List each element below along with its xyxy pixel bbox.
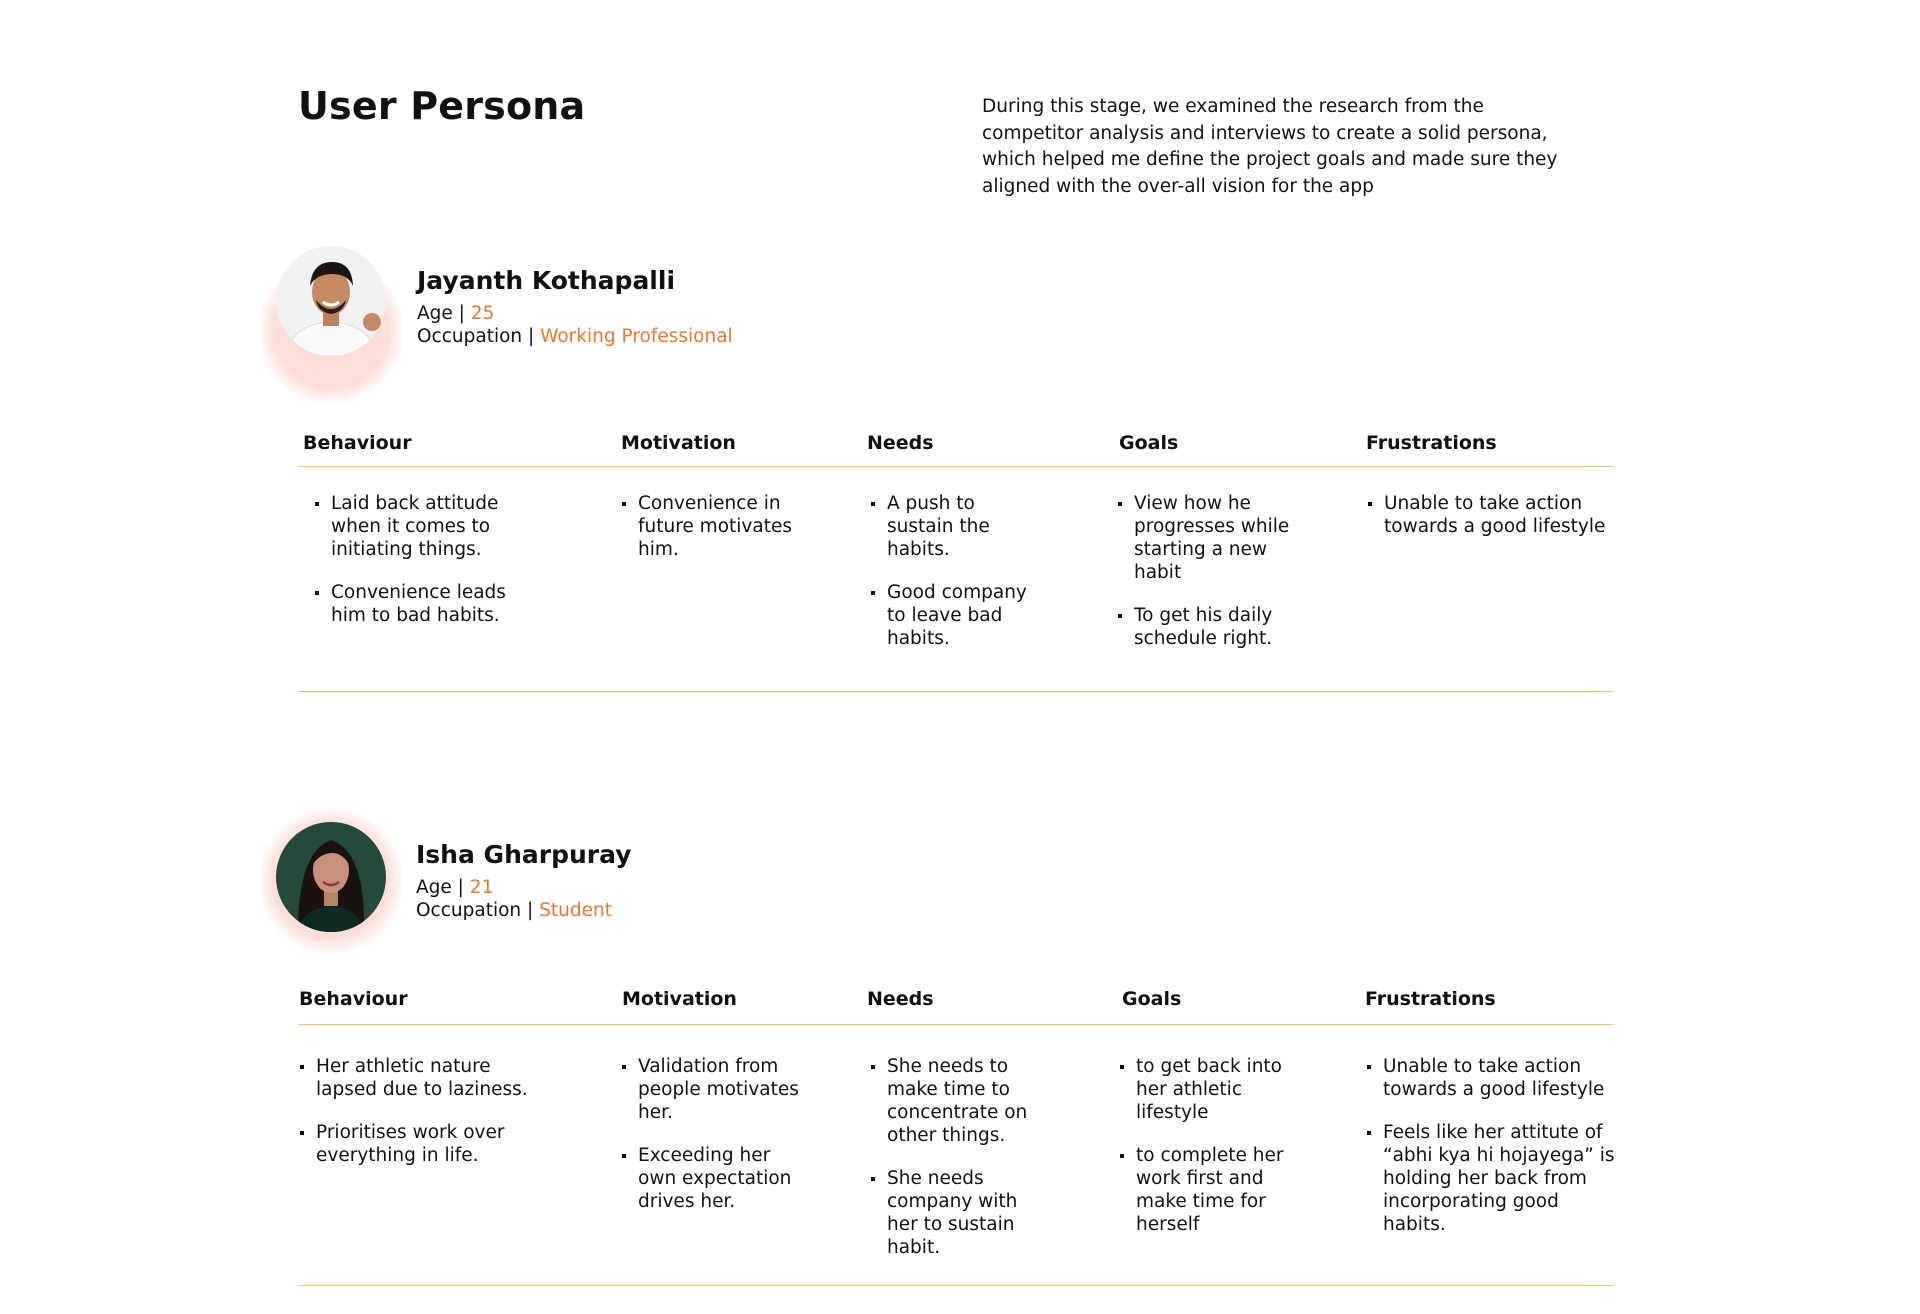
age-value: 21 [469, 877, 494, 898]
list-item: Feels like her attitute of “abhi kya hi hojayega” is holding her back from incorporating good habits. [1365, 1121, 1615, 1236]
persona-occupation [416, 899, 612, 922]
list-item: Validation from people motivates her. [620, 1055, 805, 1124]
column-header-frustrations: Frustrations [1366, 432, 1497, 454]
motivation-list [620, 1055, 805, 1233]
occupation-value: Working Professional [540, 326, 733, 347]
list-item: Good company to leave bad habits. [869, 581, 1039, 650]
needs-list [869, 492, 1039, 670]
avatar-image [276, 822, 386, 932]
list-item: View how he progresses while starting a new habit [1116, 492, 1291, 584]
list-item: Exceeding her own expectation drives her. [620, 1144, 805, 1213]
column-header-row [298, 432, 1613, 467]
column-header-needs: Needs [867, 988, 934, 1010]
age-label: Age | [417, 303, 465, 324]
list-item: To get his daily schedule right. [1116, 604, 1291, 650]
frustrations-list [1365, 1055, 1615, 1256]
needs-list [869, 1055, 1039, 1279]
column-header-behaviour: Behaviour [299, 988, 408, 1010]
list-item: Convenience in future motivates him. [620, 492, 800, 561]
motivation-list [620, 492, 800, 581]
list-item: Unable to take action towards a good lifestyle [1365, 1055, 1615, 1101]
list-item: Laid back attitude when it comes to initiating things. [313, 492, 513, 561]
occupation-value: Student [539, 900, 612, 921]
occupation-label: Occupation | [416, 900, 534, 921]
column-header-behaviour: Behaviour [303, 432, 412, 454]
occupation-label: Occupation | [417, 326, 535, 347]
persona-age [417, 302, 494, 325]
column-header-needs: Needs [867, 432, 934, 454]
section-divider [298, 1285, 1613, 1286]
persona-age [416, 876, 493, 899]
list-item: A push to sustain the habits. [869, 492, 1039, 561]
column-header-goals: Goals [1119, 432, 1179, 454]
list-item: to complete her work first and make time for herself [1118, 1144, 1293, 1236]
column-header-row [298, 988, 1613, 1025]
list-item: Unable to take action towards a good lifestyle [1366, 492, 1616, 538]
column-header-goals: Goals [1122, 988, 1182, 1010]
avatar [276, 822, 386, 932]
goals-list [1116, 492, 1291, 670]
age-label: Age | [416, 877, 464, 898]
list-item: She needs to make time to concentrate on other things. [869, 1055, 1039, 1147]
avatar [276, 246, 386, 356]
list-item: to get back into her athletic lifestyle [1118, 1055, 1293, 1124]
list-item: Her athletic nature lapsed due to laziness. [298, 1055, 528, 1101]
age-value: 25 [470, 303, 495, 324]
column-header-motivation: Motivation [622, 988, 737, 1010]
column-header-frustrations: Frustrations [1365, 988, 1496, 1010]
avatar-image [276, 246, 386, 356]
frustrations-list [1366, 492, 1616, 558]
section-divider [298, 691, 1613, 692]
goals-list [1118, 1055, 1293, 1256]
persona-occupation [417, 325, 733, 348]
behaviour-list [298, 1055, 528, 1187]
page-title: User Persona [298, 84, 586, 128]
list-item: Prioritises work over everything in life. [298, 1121, 528, 1167]
persona-name: Jayanth Kothapalli [417, 266, 676, 295]
persona-name: Isha Gharpuray [416, 840, 632, 869]
list-item: She needs company with her to sustain habit. [869, 1167, 1039, 1259]
column-header-motivation: Motivation [621, 432, 736, 454]
behaviour-list [313, 492, 513, 647]
list-item: Convenience leads him to bad habits. [313, 581, 513, 627]
intro-paragraph: During this stage, we examined the research from the competitor analysis and interviews to create a solid persona, which helped me define the project goals and made sure they aligned with the over-all vision for the app [982, 96, 1558, 197]
